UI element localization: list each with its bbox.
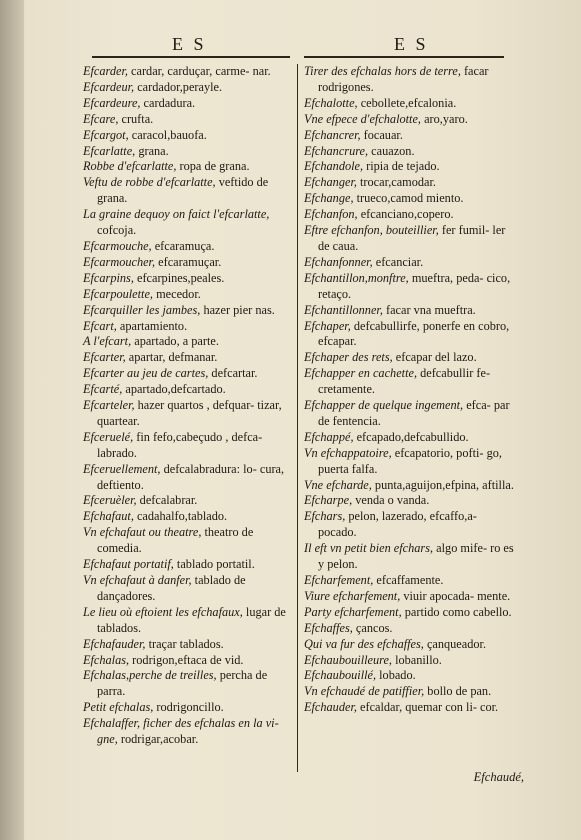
entry-headword: Efchanfon, xyxy=(304,207,358,222)
entry-definition: fer fumil- ler de caua. xyxy=(318,223,506,253)
entry-headword: Party efcharfement, xyxy=(304,604,402,619)
entry-definition: efcapar del lazo. xyxy=(392,350,477,365)
entry-headword: Efchafauder, xyxy=(83,636,146,651)
entry-definition: efca- par de fentencia. xyxy=(318,398,510,428)
dictionary-entry xyxy=(304,478,516,494)
entry-headword: Efcarteler, xyxy=(83,398,135,413)
entry-definition: apartado,defcartado. xyxy=(122,382,226,397)
dictionary-entry xyxy=(83,700,293,716)
dictionary-entry xyxy=(304,191,516,207)
entry-definition: cofcoja. xyxy=(97,223,137,238)
entry-definition: cadahalfo,tablado. xyxy=(133,509,228,524)
entry-headword: Efcarmoucher, xyxy=(83,254,156,269)
entry-definition: viuir apocada- mente. xyxy=(400,588,511,603)
entry-definition: efcaramuçar. xyxy=(155,254,222,269)
entry-headword: Veftu de robbe d'efcarlatte, xyxy=(83,175,216,190)
entry-definition: rodrigoncillo. xyxy=(153,700,224,715)
entry-headword: Efchantillonner, xyxy=(304,302,383,317)
dictionary-entry xyxy=(83,350,293,366)
entry-headword: Efchapper en cachette, xyxy=(304,366,418,381)
entry-definition: mueftra, peda- cico, retaço. xyxy=(318,270,511,301)
entry-headword: Efchantillon,monftre, xyxy=(304,270,409,285)
dictionary-entry xyxy=(83,462,293,494)
entry-headword: Vn efchafaut à danfer, xyxy=(83,573,192,587)
dictionary-entry xyxy=(83,334,293,350)
entry-definition: percha de parra. xyxy=(97,668,268,699)
entry-headword: Efchafaut, xyxy=(83,509,134,524)
entry-headword: La graine dequoy on faict l'efcarlatte, xyxy=(83,207,270,222)
entry-definition: pelon, lazerado, efcaffo,a- pocado. xyxy=(318,509,477,540)
dictionary-entry xyxy=(83,637,293,653)
entry-definition: hazer quartos , defquar- tizar, quartear. xyxy=(97,398,282,428)
dictionary-entry xyxy=(304,271,516,303)
entry-headword: Efcarpoulette, xyxy=(83,286,154,301)
dictionary-entry xyxy=(83,398,293,430)
entry-definition: cardar, carduçar, carme- nar. xyxy=(127,64,271,78)
entry-headword: Efchalas, xyxy=(83,652,130,667)
dictionary-entry xyxy=(83,287,293,303)
dictionary-entry xyxy=(83,319,293,335)
entry-headword: Efcardeur, xyxy=(83,79,135,94)
dictionary-entry xyxy=(304,319,516,351)
entry-headword: Il eft vn petit bien efchars, xyxy=(304,541,434,556)
dictionary-entry xyxy=(304,589,516,605)
dictionary-entry xyxy=(304,350,516,366)
entry-definition: rodrigon,eftaca de vid. xyxy=(129,652,244,667)
entry-definition: theatro de comedia. xyxy=(97,525,254,556)
entry-headword: Efcharpe, xyxy=(304,493,353,508)
entry-headword: Efchauder, xyxy=(304,700,357,715)
entry-definition: facar vna mueftra. xyxy=(382,302,476,317)
entry-definition: defcabullir fe- cretamente. xyxy=(318,366,491,397)
dictionary-entry xyxy=(83,430,293,462)
entry-headword: Efcarquiller les jambes, xyxy=(83,302,201,317)
dictionary-entry xyxy=(304,255,516,271)
entry-definition: venda o vanda. xyxy=(352,493,430,508)
entry-headword: Efchancrure, xyxy=(304,143,369,158)
dictionary-entry xyxy=(83,509,293,525)
header-rule-right xyxy=(304,56,504,58)
entry-headword: Efchaper, xyxy=(304,318,351,333)
entry-headword: Efchanger, xyxy=(304,175,357,190)
entry-definition: cardadura. xyxy=(140,95,196,110)
dictionary-entry xyxy=(83,96,293,112)
entry-headword: Efceruèler, xyxy=(83,493,137,508)
entry-definition: cebollete,efcalonia. xyxy=(357,95,457,110)
dictionary-entry xyxy=(304,303,516,319)
running-head-right: E S xyxy=(394,34,429,54)
dictionary-entry xyxy=(304,653,516,669)
dictionary-entry xyxy=(304,398,516,430)
entry-headword: Efcarmouche, xyxy=(83,238,152,253)
entry-definition: apartar, defmanar. xyxy=(125,350,218,365)
entry-headword: Efchappé, xyxy=(304,429,354,444)
dictionary-entry xyxy=(83,557,293,573)
entry-headword: Vn efchappatoire, xyxy=(304,445,392,460)
entry-definition: crufta. xyxy=(118,111,154,126)
dictionary-entry xyxy=(83,573,293,605)
dictionary-entry xyxy=(304,668,516,684)
header-rule-left xyxy=(92,56,290,58)
dictionary-entry xyxy=(83,605,293,637)
entry-headword: Efchalotte, xyxy=(304,95,358,110)
entry-headword: Tirer des efchalas hors de terre, xyxy=(304,64,461,78)
entry-headword: Vn efchaudé de patiffier, xyxy=(304,684,425,699)
dictionary-entry xyxy=(304,493,516,509)
entry-definition: mecedor. xyxy=(153,286,201,301)
entry-definition: caracol,bauofa. xyxy=(128,127,207,142)
entry-headword: Efcarté, xyxy=(83,382,123,397)
entry-definition: çanqueador. xyxy=(423,636,487,651)
dictionary-entry xyxy=(83,80,293,96)
dictionary-entry xyxy=(304,446,516,478)
entry-headword: Efceruellement, xyxy=(83,461,161,476)
entry-definition: facar rodrigones. xyxy=(318,64,489,94)
entry-headword: Efchafaut portatif, xyxy=(83,557,174,572)
entry-headword: Efcarpins, xyxy=(83,270,134,285)
entry-definition: defcalabradura: lo- cura, deftiento. xyxy=(97,461,285,492)
entry-definition: tablado de dançadores. xyxy=(97,573,246,603)
binding-gutter xyxy=(0,0,24,840)
dictionary-entry xyxy=(83,112,293,128)
entry-headword: Qui va fur des efchaffes, xyxy=(304,636,424,651)
entry-headword: Efchalas,perche de treilles, xyxy=(83,668,217,683)
dictionary-entry xyxy=(83,159,293,175)
entry-headword: Efchange, xyxy=(304,191,354,206)
entry-headword: Robbe d'efcarlatte, xyxy=(83,159,177,174)
dictionary-entry xyxy=(304,509,516,541)
dictionary-entry xyxy=(83,207,293,239)
dictionary-entry xyxy=(83,303,293,319)
entry-definition: tablado portatil. xyxy=(173,557,255,572)
entry-headword: Efcargot, xyxy=(83,127,129,142)
entry-headword: Efchancrer, xyxy=(304,127,361,142)
dictionary-entry xyxy=(304,175,516,191)
entry-definition: trocar,camodar. xyxy=(356,175,436,190)
entry-definition: efcapatorio, pofti- go, puerta falfa. xyxy=(318,445,502,476)
entry-headword: Petit efchalas, xyxy=(83,700,154,715)
dictionary-entry xyxy=(304,96,516,112)
dictionary-entry xyxy=(304,366,516,398)
entry-definition: lobado. xyxy=(376,668,416,683)
entry-definition: partido como cabello. xyxy=(401,604,512,619)
entry-headword: Vne efpece d'efchalotte, xyxy=(304,111,422,126)
entry-definition: ropa de grana. xyxy=(176,159,250,174)
entry-definition: punta,aguijon,efpina, aftilla. xyxy=(371,477,514,492)
dictionary-entry xyxy=(83,366,293,382)
entry-definition: rodrigar,acobar. xyxy=(117,732,199,747)
entry-definition: defcartar. xyxy=(208,366,258,381)
dictionary-entry xyxy=(304,637,516,653)
dictionary-entry xyxy=(304,207,516,223)
dictionary-entry xyxy=(83,271,293,287)
entry-headword: Viure efcharfement, xyxy=(304,588,401,603)
entry-headword: Efchaper des rets, xyxy=(304,350,393,365)
dictionary-entry xyxy=(83,668,293,700)
dictionary-entry xyxy=(304,621,516,637)
dictionary-entry xyxy=(83,64,293,80)
dictionary-entry xyxy=(304,605,516,621)
entry-definition: trueco,camod miento. xyxy=(353,191,464,206)
entry-headword: Efcare, xyxy=(83,111,119,126)
dictionary-entry xyxy=(83,716,293,748)
entry-headword: Efchalaffer, ficher des efchalas en la vi- gne, xyxy=(83,716,279,747)
entry-headword: Efchandole, xyxy=(304,159,364,174)
entry-definition: aro,yaro. xyxy=(421,111,468,126)
entry-definition: ripia de tejado. xyxy=(363,159,440,174)
column-divider xyxy=(297,64,298,772)
entry-definition: hazer pier nas. xyxy=(200,302,275,317)
dictionary-entry xyxy=(83,653,293,669)
entry-headword: Efcart, xyxy=(83,318,117,333)
dictionary-entry xyxy=(83,382,293,398)
dictionary-entry xyxy=(304,700,516,716)
entry-headword: Efcarder, xyxy=(83,64,128,78)
entry-headword: Efchanfonner, xyxy=(304,254,373,269)
entry-definition: efcarpines,peales. xyxy=(133,270,225,285)
dictionary-entry xyxy=(304,128,516,144)
entry-headword: Vn efchafaut ou theatre, xyxy=(83,525,202,540)
running-head-left: E S xyxy=(172,34,207,54)
entry-headword: A l'efcart, xyxy=(83,334,132,349)
dictionary-entry xyxy=(83,144,293,160)
entry-definition: bollo de pan. xyxy=(424,684,492,699)
entry-headword: Efcarter, xyxy=(83,350,126,365)
entry-definition: focauar. xyxy=(360,127,403,142)
entry-definition: lobanillo. xyxy=(392,652,442,667)
entry-definition: efcaffamente. xyxy=(373,573,444,587)
entry-definition: çancos. xyxy=(352,620,393,635)
entry-definition: efcanciano,copero. xyxy=(357,207,454,222)
entry-headword: Efcharfement, xyxy=(304,573,374,587)
dictionary-entry xyxy=(83,128,293,144)
entry-definition: cardador,perayle. xyxy=(134,79,223,94)
dictionary-entry xyxy=(304,112,516,128)
entry-definition: traçar tablados. xyxy=(145,636,224,651)
dictionary-entry xyxy=(83,175,293,207)
entry-definition: algo mife- ro es y pelon. xyxy=(318,541,514,572)
dictionary-entry xyxy=(304,159,516,175)
dictionary-entry xyxy=(83,255,293,271)
entry-definition: lugar de tablados. xyxy=(97,604,286,635)
entry-headword: Efcardeure, xyxy=(83,95,141,110)
entry-definition: grana. xyxy=(135,143,169,158)
entry-headword: Efchaffes, xyxy=(304,620,353,635)
entry-headword: Vne efcharde, xyxy=(304,477,372,492)
entry-headword: Efcarter au jeu de cartes, xyxy=(83,366,209,381)
left-column xyxy=(83,64,293,748)
entry-headword: Efchapper de quelque ingement, xyxy=(304,398,464,413)
entry-definition: cauazon. xyxy=(368,143,415,158)
entry-headword: Efchaubouillé, xyxy=(304,668,377,683)
entry-definition: efcaldar, quemar con li- cor. xyxy=(356,700,499,715)
dictionary-entry xyxy=(83,493,293,509)
entry-definition: efcanciar. xyxy=(372,254,424,269)
dictionary-entry xyxy=(304,541,516,573)
entry-definition: apartamiento. xyxy=(116,318,188,333)
entry-headword: Le lieu où eftoient les efchafaux, xyxy=(83,604,243,619)
entry-headword: Efcarlatte, xyxy=(83,143,136,158)
catchword: Efchaudé, xyxy=(473,770,524,784)
right-column xyxy=(304,64,516,716)
entry-definition: efcapado,defcabullido. xyxy=(353,429,469,444)
entry-definition: efcaramuça. xyxy=(151,238,215,253)
entry-headword: Efceruelé, xyxy=(83,429,134,444)
dictionary-entry xyxy=(83,525,293,557)
dictionary-entry xyxy=(304,144,516,160)
dictionary-entry xyxy=(83,239,293,255)
entry-headword: Efchaubouilleure, xyxy=(304,652,392,667)
entry-definition: defcalabrar. xyxy=(136,493,198,508)
dictionary-entry xyxy=(304,573,516,589)
entry-headword: Eftre efchanfon, bouteillier, xyxy=(304,223,439,238)
dictionary-entry xyxy=(304,430,516,446)
entry-definition: fin fefo,cabeçudo , defca- labrado. xyxy=(97,429,263,460)
dictionary-entry xyxy=(304,223,516,255)
entry-headword: Efchars, xyxy=(304,509,346,524)
dictionary-entry xyxy=(304,684,516,700)
dictionary-entry xyxy=(304,64,516,96)
entry-definition: apartado, a parte. xyxy=(131,334,219,349)
entry-definition: veftido de grana. xyxy=(97,175,269,206)
entry-definition: defcabullirfe, ponerfe en cobro, efcapar. xyxy=(318,318,510,349)
